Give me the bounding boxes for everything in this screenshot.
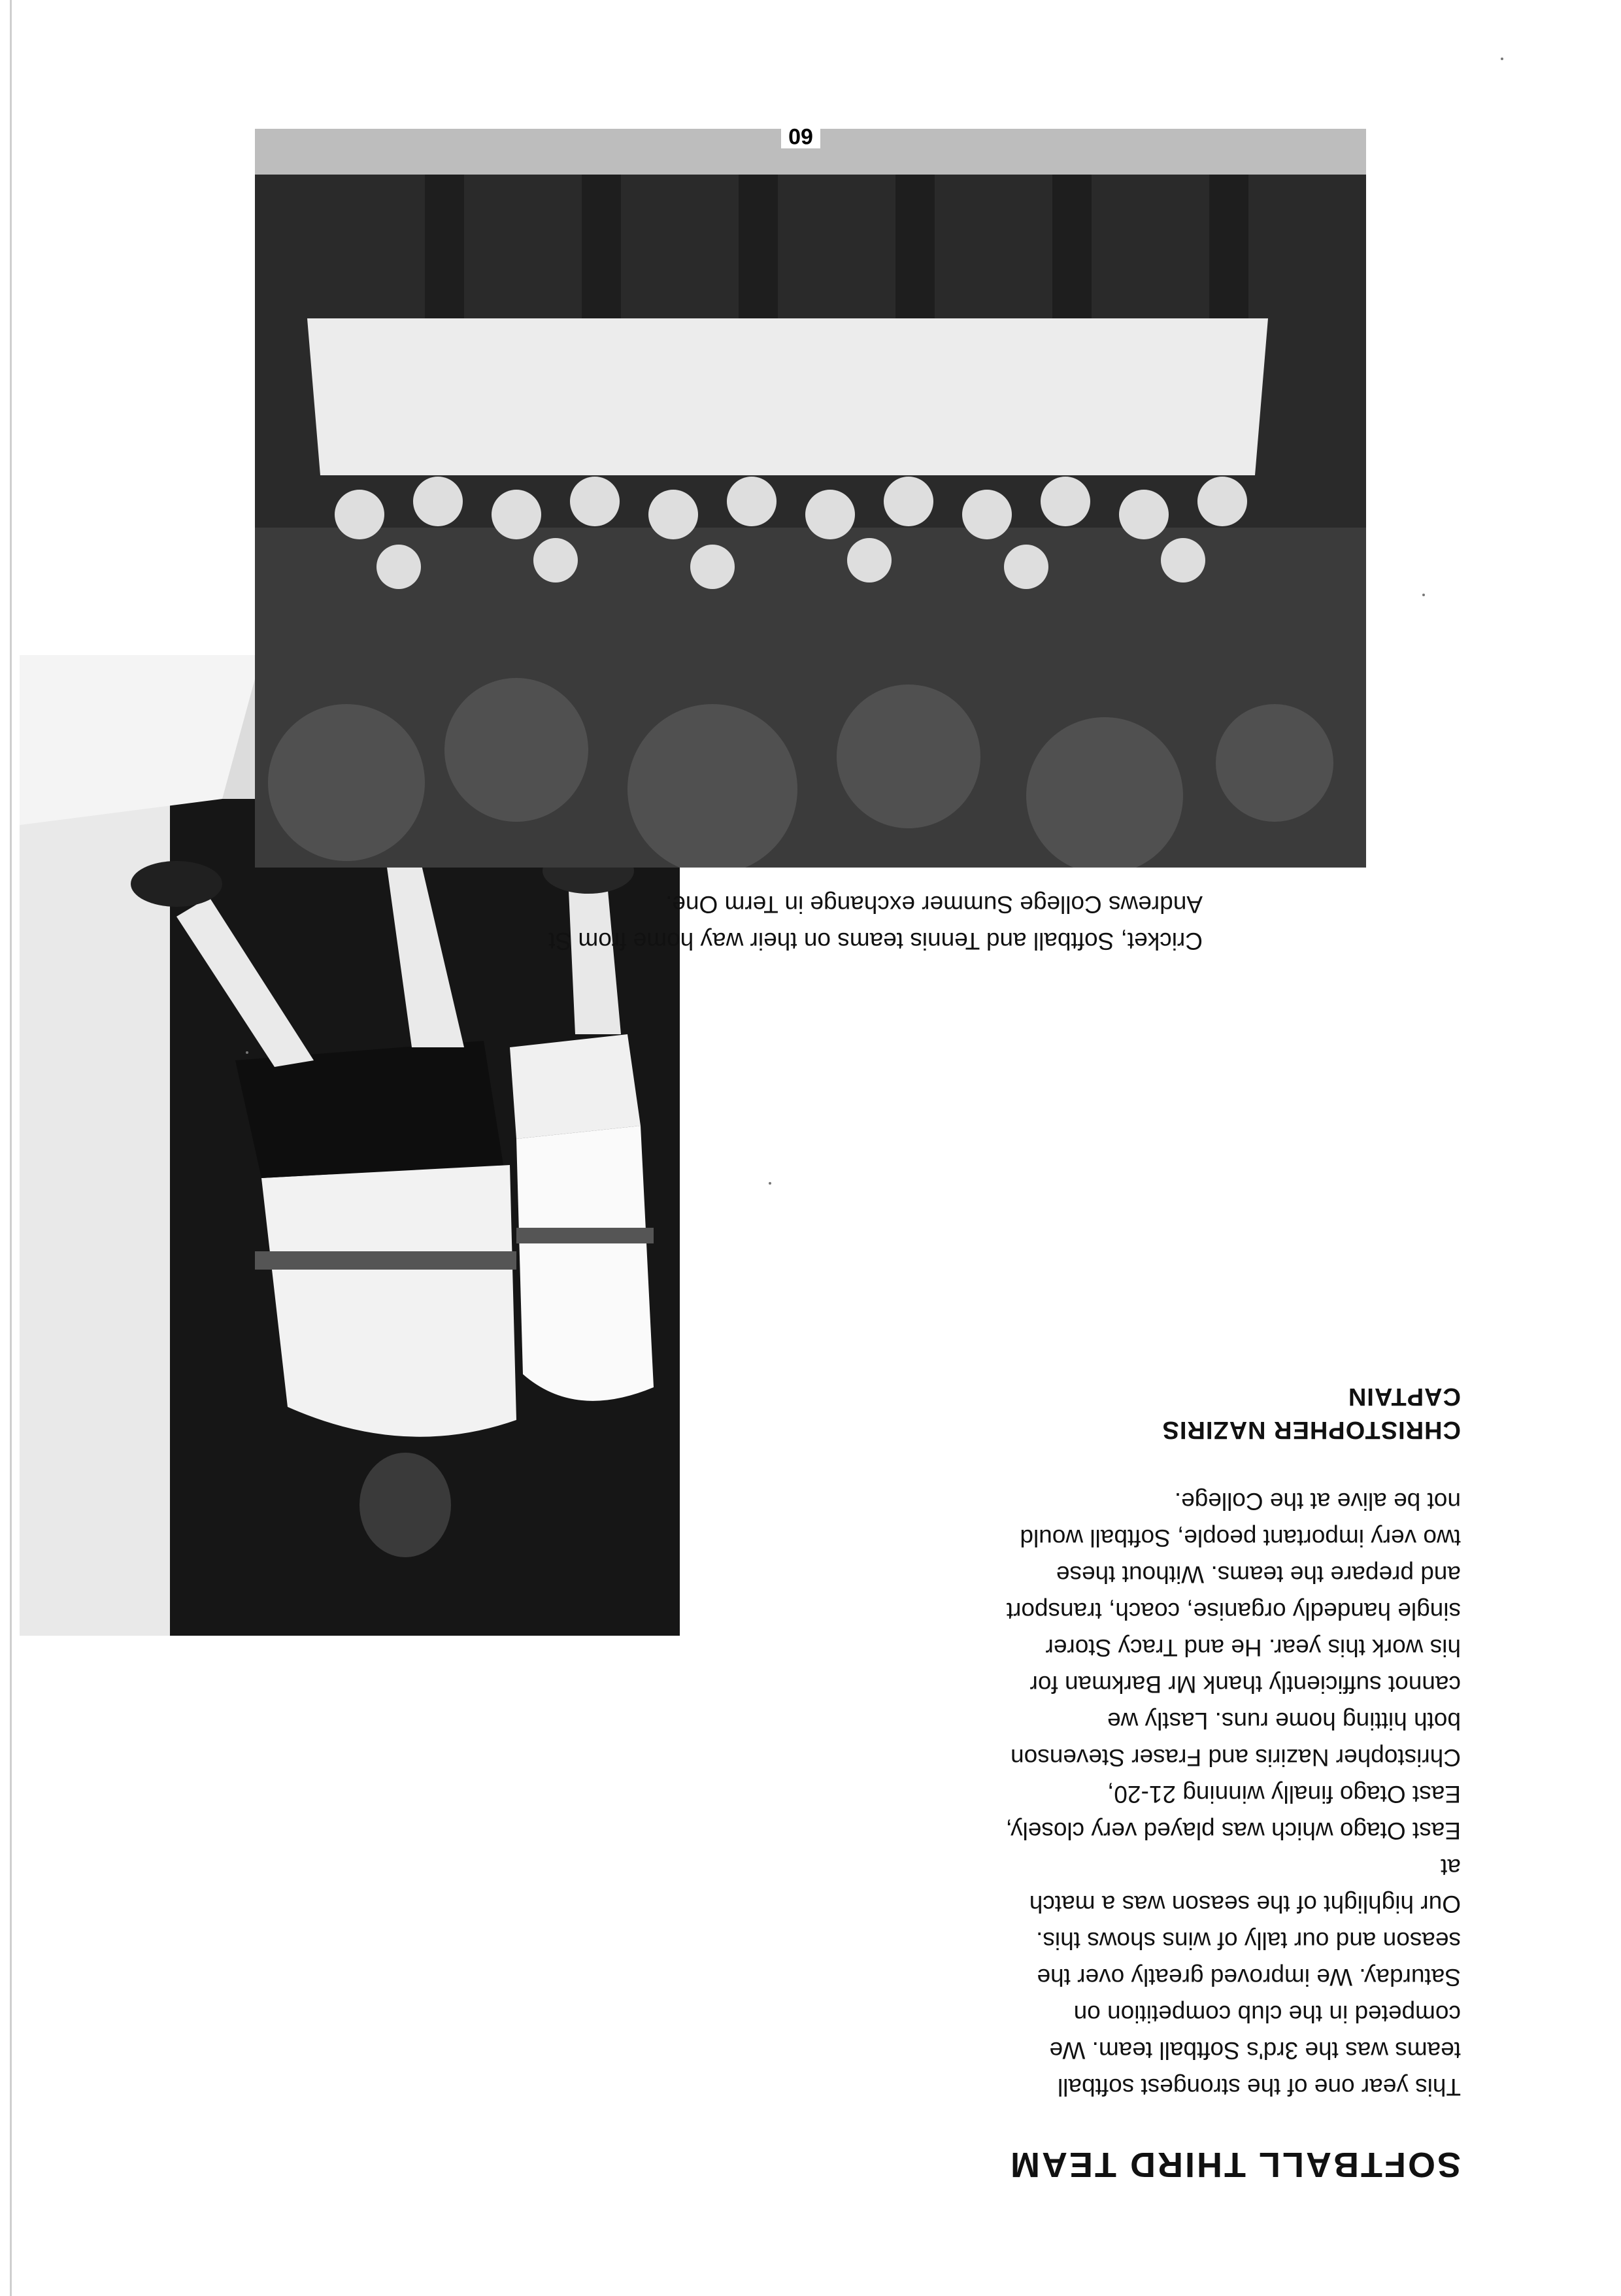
article-title: SOFTBALL THIRD TEAM: [1009, 2145, 1461, 2184]
scan-speck: [1501, 58, 1503, 60]
scan-speck: [769, 1182, 771, 1185]
softball-article: [1003, 1382, 1461, 2185]
team-photo-caption: Cricket, Softball and Tennis teams on their way home from St Andrews College Summer exchange in Term One.: [548, 891, 1203, 954]
page-number: 60: [781, 124, 820, 148]
article-body: This year one of the strongest softball teams was the 3rd's Softball team. We competed in the club competition on Saturday. We improved greatly over the season and our tally of wins shows this. Our highlight of the season was a match at East Otago which was played very closely, East Otago finally winning 21-20, Christopher Naziris and Fraser Stevenson both hitting home runs. Lastly we cannot sufficiently thank Mr Barkman for his work this year. He and Tracy Storer single handedly organise, coach, transport and prepare the teams. Without these two very important people, Softball would not be alive at the College.: [1005, 1488, 1461, 2101]
scan-speck: [246, 1051, 248, 1054]
binding-edge-line: [10, 0, 12, 2296]
team-group-photo: [255, 129, 1366, 868]
scan-speck: [1422, 594, 1425, 596]
team-photo-artwork: [255, 129, 1366, 868]
article-signature-name: CHRISTOPHER NAZIRIS: [1161, 1416, 1461, 1443]
article-signature-role: CAPTAIN: [1347, 1383, 1461, 1410]
